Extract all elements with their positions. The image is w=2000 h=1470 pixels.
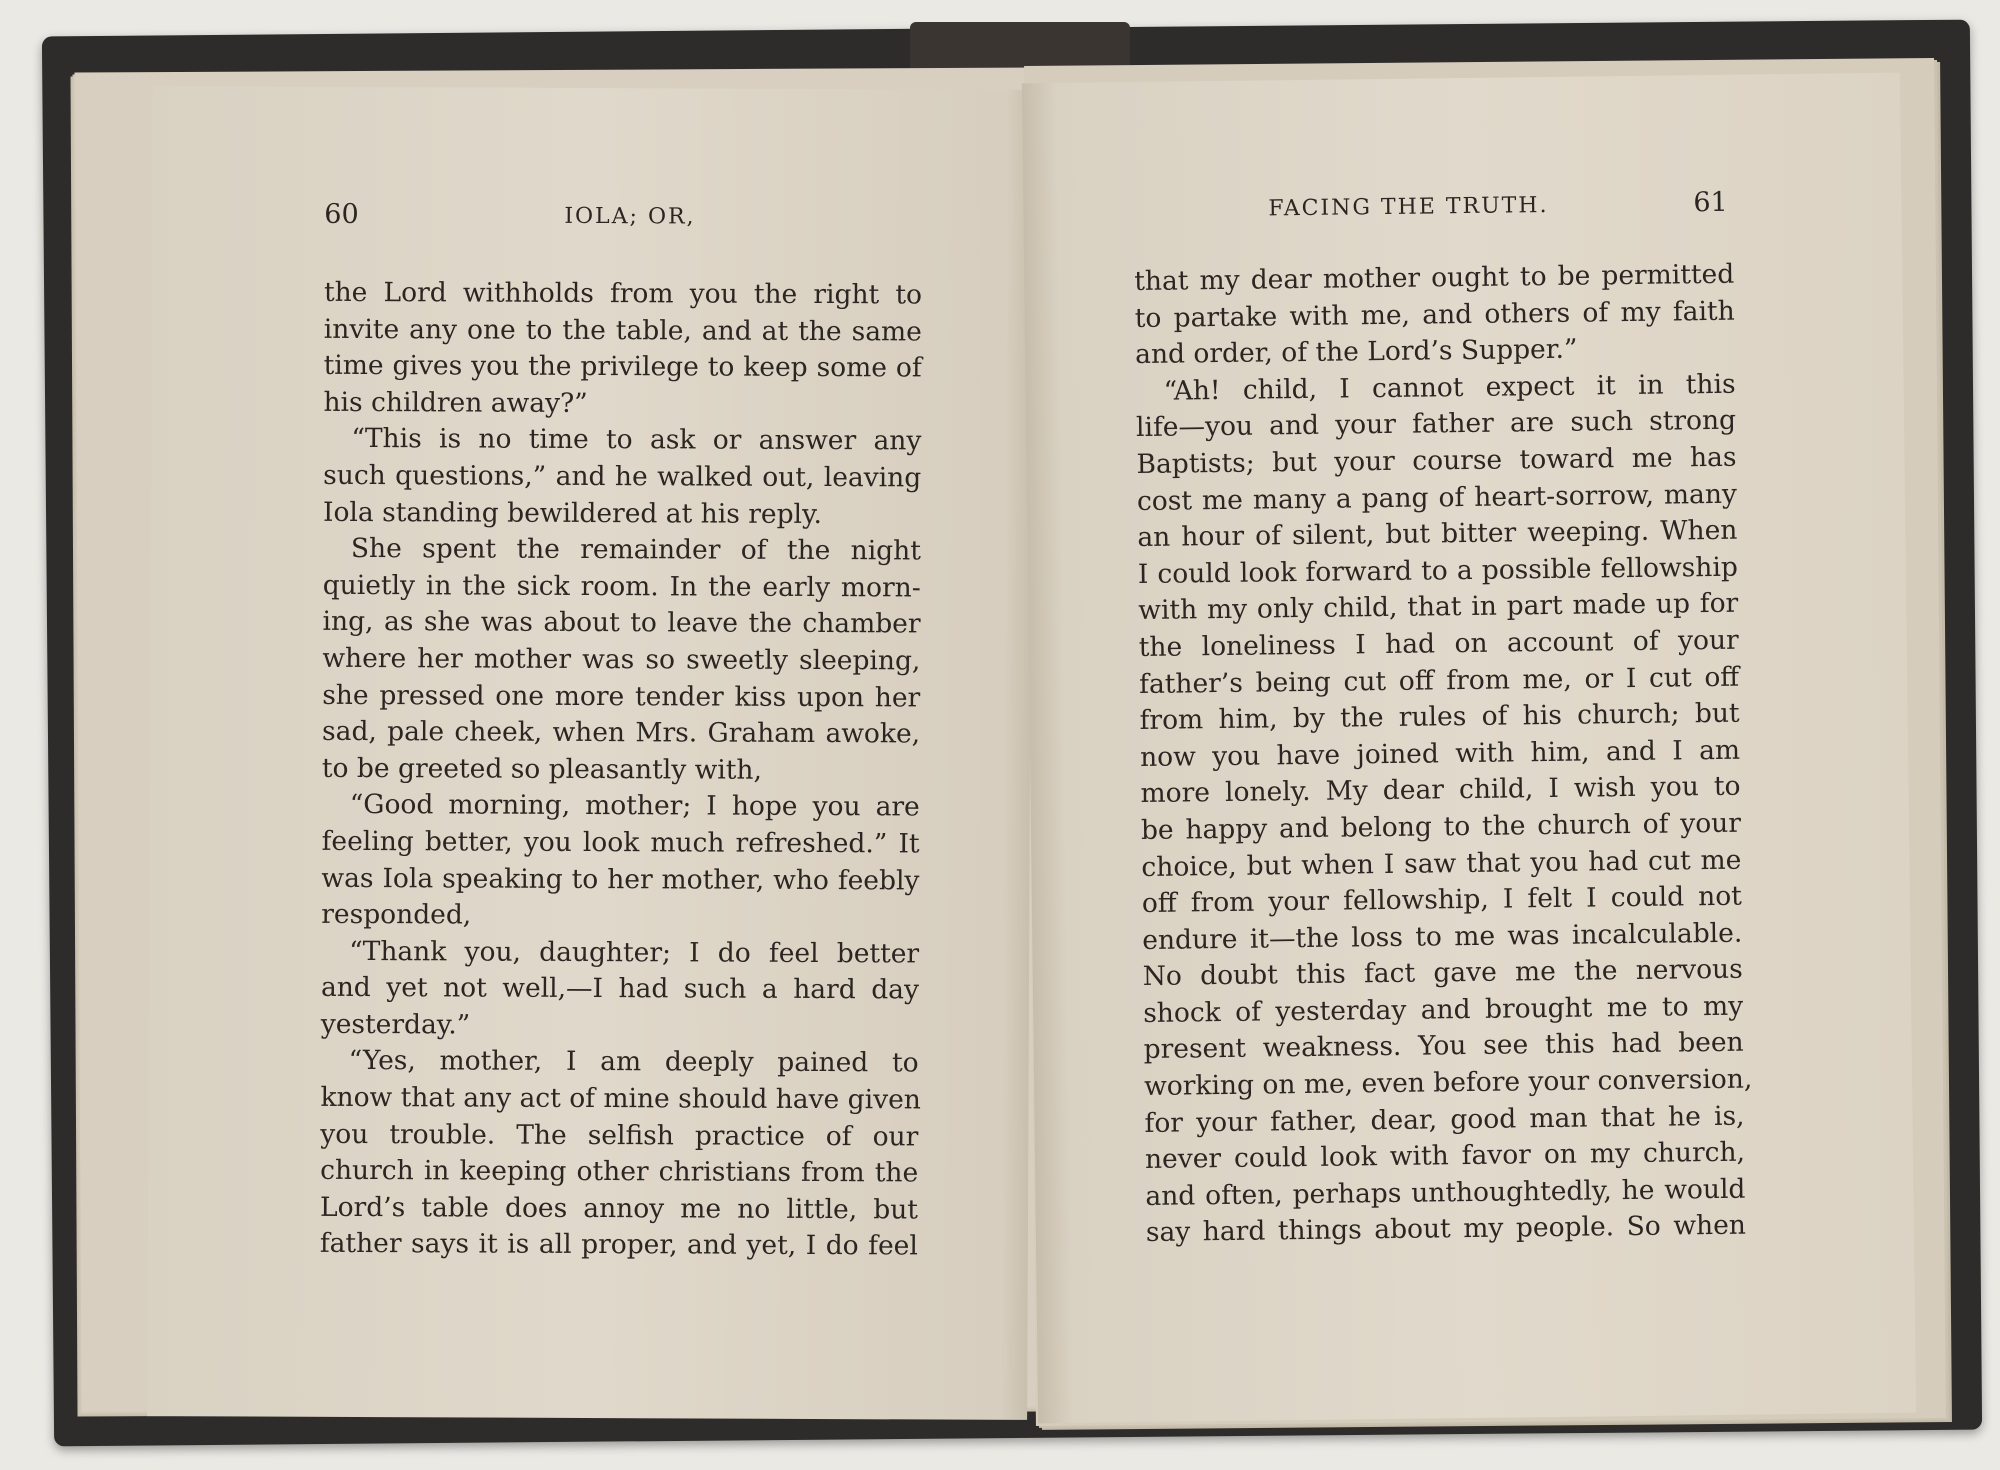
text-line: I could look forward to a possible fellowship [1137, 551, 1738, 590]
left-page-header [152, 198, 1032, 242]
text-line: know that any act of mine should have given [320, 1081, 921, 1116]
text-line: time gives you the privilege to keep some of [323, 350, 922, 384]
text-line: that my dear mother ought to be permitted [1134, 258, 1735, 298]
text-line: off from your fellowship, I felt I could not [1141, 880, 1743, 920]
text-line: never could look with favor on my church, [1144, 1136, 1746, 1176]
right-running-head: FACING THE TRUTH. [1268, 192, 1549, 222]
left-page-number: 60 [324, 198, 359, 230]
text-line: more lonely. My dear child, I wish you to [1140, 770, 1741, 810]
text-line: say hard things about my people. So when [1145, 1210, 1747, 1249]
left-page [147, 86, 1033, 1420]
text-line: for your father, dear, good man that he is, [1144, 1100, 1745, 1139]
text-line: to be greeted so pleasantly with, [321, 752, 762, 786]
text-line: and yet not well,—I had such a hard day [320, 972, 920, 1006]
text-line: feeling better, you look much refreshed.” It [321, 825, 920, 860]
text-line: father’s being cut off from me, or I cut off [1139, 661, 1740, 700]
right-page-number: 61 [1693, 186, 1728, 219]
text-line: Lord’s table does annoy me no little, but [319, 1191, 919, 1226]
text-line: responded, [321, 898, 472, 931]
text-line: shock of yesterday and brought me to my [1143, 990, 1744, 1029]
text-line: you trouble. The selfish practice of our [320, 1118, 919, 1153]
text-line: the Lord withholds from you the right to [323, 276, 923, 311]
text-line: was Iola speaking to her mother, who feebly [321, 862, 920, 896]
text-line: ing, as she was about to leave the chamber [322, 606, 921, 640]
text-line: invite any one to the table, and at the same [323, 313, 922, 348]
text-line: present weakness. You see this had been [1143, 1027, 1744, 1066]
left-page-text [320, 275, 922, 1266]
text-line: cost me many a pang of heart-sorrow, many [1136, 478, 1738, 517]
text-line: She spent the remainder of the night [350, 533, 921, 567]
text-line: sad, pale cheek, when Mrs. Graham awoke, [322, 715, 921, 750]
left-running-head: IOLA; OR, [564, 203, 696, 230]
text-line: endure it—the loss to me was incalculable. [1142, 917, 1743, 956]
text-line: and often, perhaps unthoughtedly, he would [1145, 1173, 1746, 1212]
text-line: be happy and belong to the church of your [1140, 807, 1742, 846]
text-line: “Thank you, daughter; I do feel better [349, 935, 920, 970]
text-line: Iola standing bewildered at his reply. [322, 496, 823, 530]
text-line: from him, by the rules of his church; but [1139, 697, 1740, 737]
text-line: such questions,” and he walked out, leaving [323, 459, 922, 494]
text-line: “Yes, mother, I am deeply pained to [348, 1045, 919, 1079]
text-line: No doubt this fact gave me the nervous [1142, 953, 1743, 993]
text-line: “This is no time to ask or answer any [351, 423, 922, 457]
text-line: choice, but when I saw that you had cut me [1141, 844, 1742, 883]
text-line: working on me, even before your conversion, [1143, 1063, 1753, 1103]
text-line: “Good morning, mother; I hope you are [349, 789, 920, 823]
text-line: father says it is all proper, and yet, I do feel [319, 1228, 918, 1262]
text-line: quietly in the sick room. In the early morn- [322, 569, 921, 604]
text-line: an hour of silent, but bitter weeping. When [1137, 514, 1738, 554]
right-page-header [1023, 185, 1901, 236]
text-line: and order, of the Lord’s Supper.” [1134, 333, 1578, 371]
text-line: Baptists; but your course toward me has [1136, 441, 1737, 481]
right-page-text [1134, 257, 1753, 1252]
text-line: with my only child, that in part made up for [1138, 588, 1739, 627]
text-line: the loneliness I had on account of your [1138, 624, 1739, 663]
text-line: his children away?” [323, 386, 588, 419]
text-line: church in keeping other christians from the [320, 1155, 919, 1189]
text-line: “Ah! child, I cannot expect it in this [1163, 368, 1736, 407]
text-line: to partake with me, and others of my faith [1134, 295, 1735, 334]
text-line: now you have joined with him, and I am [1139, 734, 1741, 773]
text-line: she pressed one more tender kiss upon her [322, 679, 921, 713]
text-line: yesterday.” [320, 1008, 471, 1041]
text-line: where her mother was so sweetly sleeping, [322, 642, 921, 677]
right-page [1022, 73, 1916, 1424]
text-line: life—you and your father are such strong [1135, 405, 1737, 444]
